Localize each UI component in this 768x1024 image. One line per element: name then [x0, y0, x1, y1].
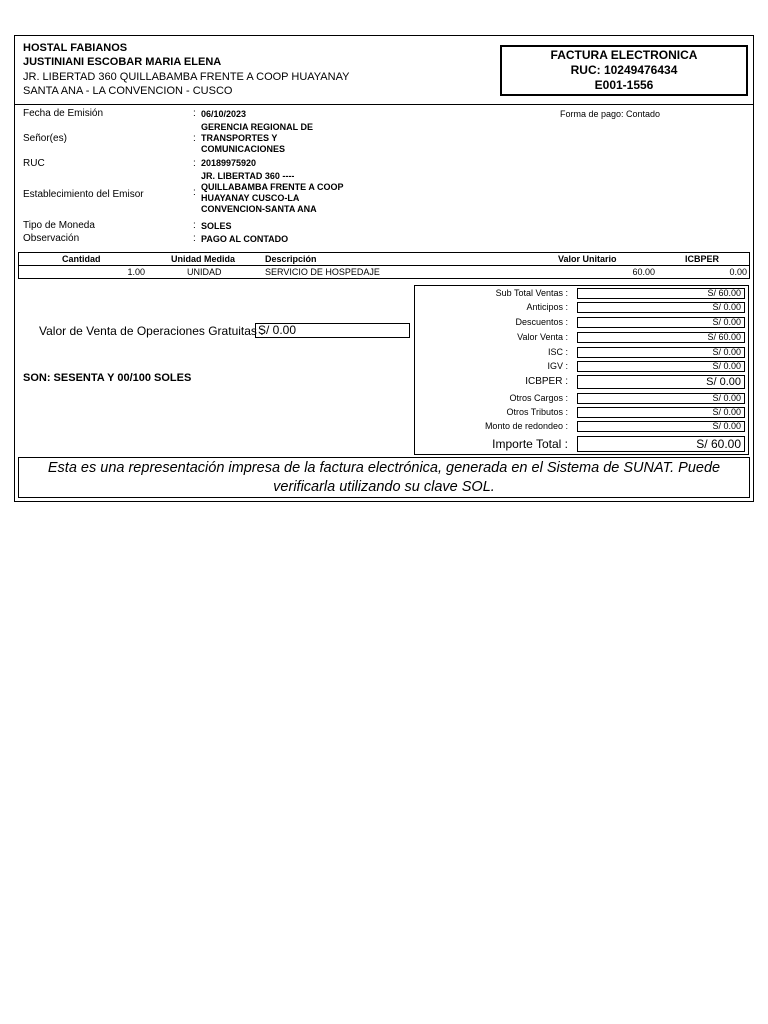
total-label: Valor Venta :: [517, 332, 568, 342]
footer-line: Esta es una representación impresa de la factura electrónica, generada en el Sistema de SUNAT. Puede: [47, 460, 721, 476]
invoice-ruc: RUC: 10249476434: [570, 63, 678, 77]
cell-valor-unitario: 60.00: [632, 267, 655, 277]
senor-value-line: GERENCIA REGIONAL DE: [201, 122, 314, 132]
table-right-rule: [749, 252, 750, 279]
total-label: Descuentos :: [515, 317, 568, 327]
gratuitas-label: Valor de Venta de Operaciones Gratuitas :: [39, 324, 264, 338]
ruc-colon: :: [193, 158, 196, 169]
observacion-label: Observación: [23, 233, 80, 244]
issuer-address-line2: SANTA ANA - LA CONVENCION - CUSCO: [23, 85, 233, 97]
total-label: Sub Total Ventas :: [495, 288, 568, 298]
invoice-number: E001-1556: [594, 78, 654, 92]
table-top-rule: [18, 252, 750, 253]
total-value: S/ 0.00: [577, 361, 745, 372]
total-value: S/ 0.00: [577, 421, 745, 432]
total-value: S/ 60.00: [577, 288, 745, 299]
total-label: IGV :: [547, 361, 568, 371]
total-label: Otros Tributos :: [506, 407, 568, 417]
col-header-valor-unitario: Valor Unitario: [558, 254, 617, 264]
total-value: S/ 60.00: [577, 436, 745, 452]
ruc-value: 20189975920: [201, 158, 257, 168]
invoice-id-box: [500, 45, 748, 96]
total-value: S/ 0.00: [577, 393, 745, 404]
cell-cantidad: 1.00: [127, 267, 145, 277]
total-label: Monto de redondeo :: [484, 421, 568, 431]
invoice-type: FACTURA ELECTRONICA: [550, 48, 698, 62]
col-header-cantidad: Cantidad: [62, 254, 101, 264]
establecimiento-value-line: HUAYANAY CUSCO-LA: [201, 193, 300, 203]
establecimiento-value-line: JR. LIBERTAD 360 ----: [201, 171, 295, 181]
cell-unidad: UNIDAD: [187, 267, 222, 277]
moneda-colon: :: [193, 220, 196, 231]
total-label: ICBPER :: [525, 376, 568, 387]
total-label: ISC :: [547, 347, 568, 357]
total-value: S/ 0.00: [577, 317, 745, 328]
total-label: Importe Total :: [492, 437, 568, 451]
table-bottom-rule: [18, 278, 750, 279]
senor-label: Señor(es): [23, 133, 67, 144]
moneda-value: SOLES: [201, 221, 232, 231]
observacion-value: PAGO AL CONTADO: [201, 234, 289, 244]
senor-value: [201, 122, 313, 155]
establecimiento-value: [201, 171, 344, 215]
total-label: Otros Cargos :: [509, 393, 568, 403]
total-value: S/ 0.00: [577, 407, 745, 418]
senor-value-line: COMUNICACIONES: [201, 144, 286, 154]
forma-pago: Forma de pago: Contado: [560, 109, 661, 119]
establecimiento-value-line: QUILLABAMBA FRENTE A COOP: [201, 182, 344, 192]
fecha-value: 06/10/2023: [201, 109, 247, 119]
header-divider: [14, 104, 754, 105]
footer-notice: [18, 457, 750, 498]
total-value: S/ 0.00: [577, 375, 745, 389]
col-header-descripcion: Descripción: [265, 254, 317, 264]
col-header-unidad: Unidad Medida: [171, 254, 236, 264]
amount-in-words: SON: SESENTA Y 00/100 SOLES: [23, 372, 192, 384]
cell-descripcion: SERVICIO DE HOSPEDAJE: [265, 267, 380, 277]
total-value: S/ 0.00: [577, 302, 745, 313]
total-value: S/ 60.00: [577, 332, 745, 343]
cell-icbper: 0.00: [729, 267, 747, 277]
ruc-label: RUC: [23, 158, 45, 169]
issuer-owner: JUSTINIANI ESCOBAR MARIA ELENA: [23, 56, 222, 68]
issuer-address-line1: JR. LIBERTAD 360 QUILLABAMBA FRENTE A COOP HUAYANAY: [23, 71, 350, 83]
table-header-rule: [18, 265, 750, 266]
gratuitas-value: S/ 0.00: [255, 323, 410, 338]
senor-colon: :: [193, 133, 196, 144]
col-header-icbper: ICBPER: [685, 254, 720, 264]
establecimiento-colon: :: [193, 187, 196, 198]
table-left-rule: [18, 252, 19, 279]
fecha-colon: :: [193, 108, 196, 119]
establecimiento-label: Establecimiento del Emisor: [23, 189, 144, 200]
observacion-colon: :: [193, 233, 196, 244]
issuer-name: HOSTAL FABIANOS: [23, 42, 128, 54]
fecha-label: Fecha de Emisión: [23, 108, 104, 119]
total-label: Anticipos :: [526, 302, 568, 312]
senor-value-line: TRANSPORTES Y: [201, 133, 278, 143]
establecimiento-value-line: CONVENCION-SANTA ANA: [201, 204, 317, 214]
footer-line: verificarla utilizando su clave SOL.: [273, 479, 495, 495]
total-value: S/ 0.00: [577, 347, 745, 358]
moneda-label: Tipo de Moneda: [23, 220, 95, 231]
